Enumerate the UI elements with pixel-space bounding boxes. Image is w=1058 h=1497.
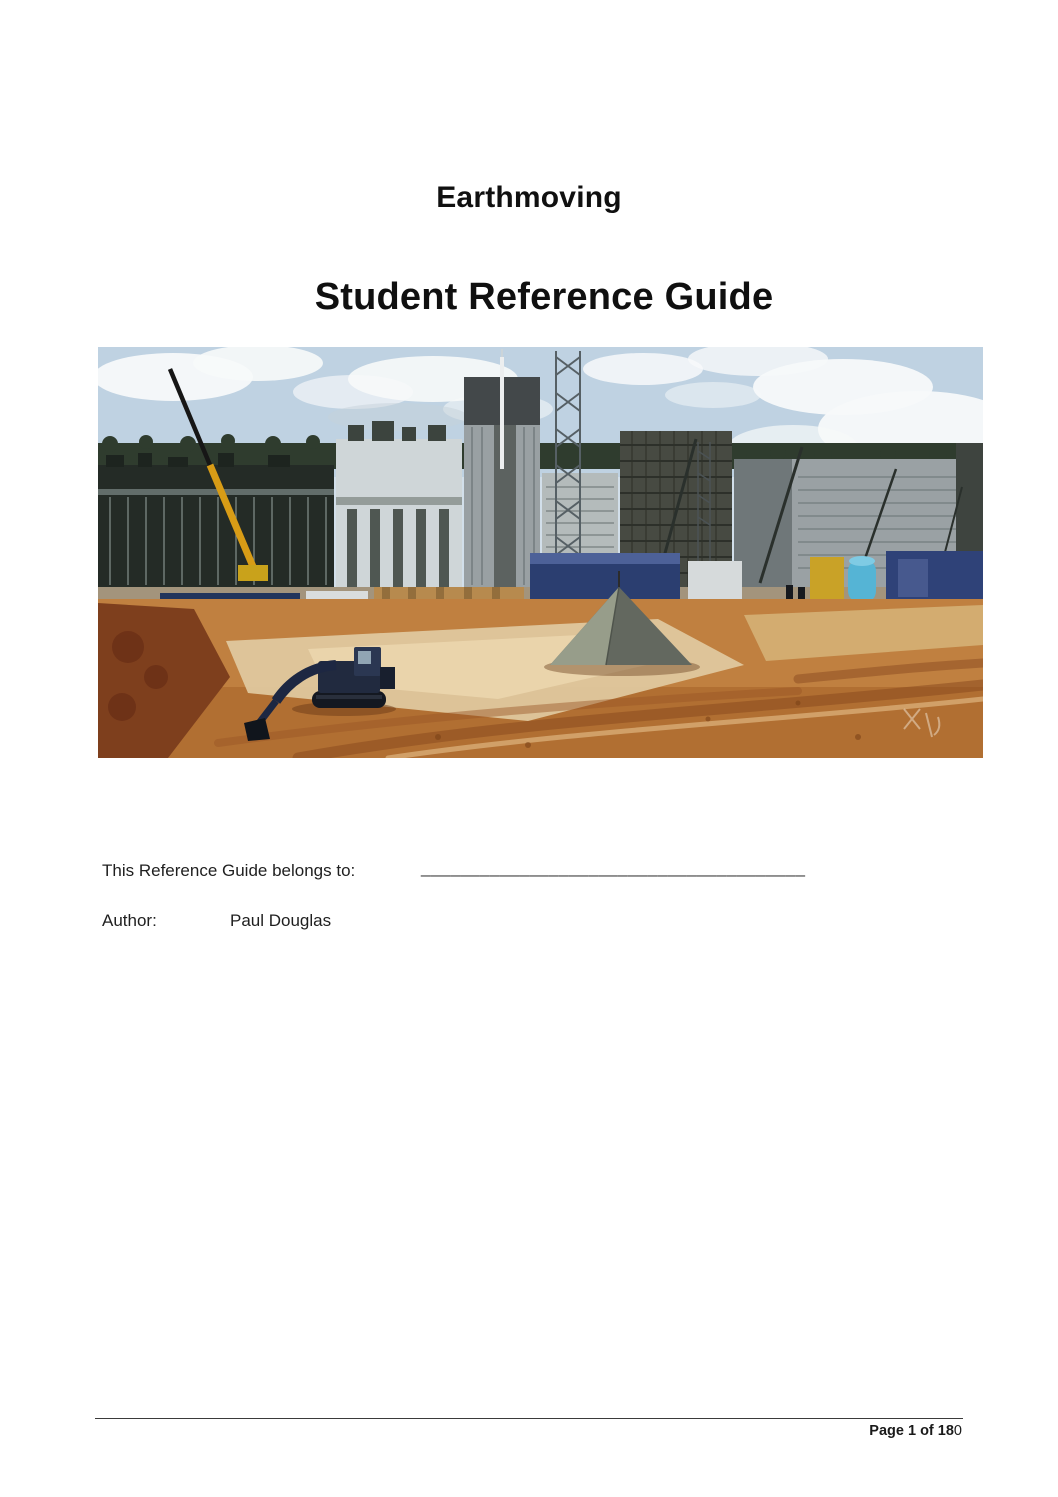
dirt-ground (98, 571, 983, 758)
page-number-light: 0 (953, 1423, 962, 1439)
doc-title: Earthmoving (436, 181, 622, 214)
doc-subtitle: Student Reference Guide (314, 276, 774, 318)
belongs-label: This Reference Guide belongs to: (102, 861, 356, 880)
belongs-blank-line: _______________________________________ (421, 858, 806, 877)
author-value: Paul Douglas (230, 911, 332, 930)
cover-photo (98, 347, 983, 758)
author-label: Author: (102, 911, 157, 930)
page-number-bold: Page 1 of 18 (869, 1423, 954, 1439)
footer-rule (95, 1418, 963, 1419)
construction-site-illustration (98, 347, 983, 758)
page-number (869, 1423, 962, 1439)
